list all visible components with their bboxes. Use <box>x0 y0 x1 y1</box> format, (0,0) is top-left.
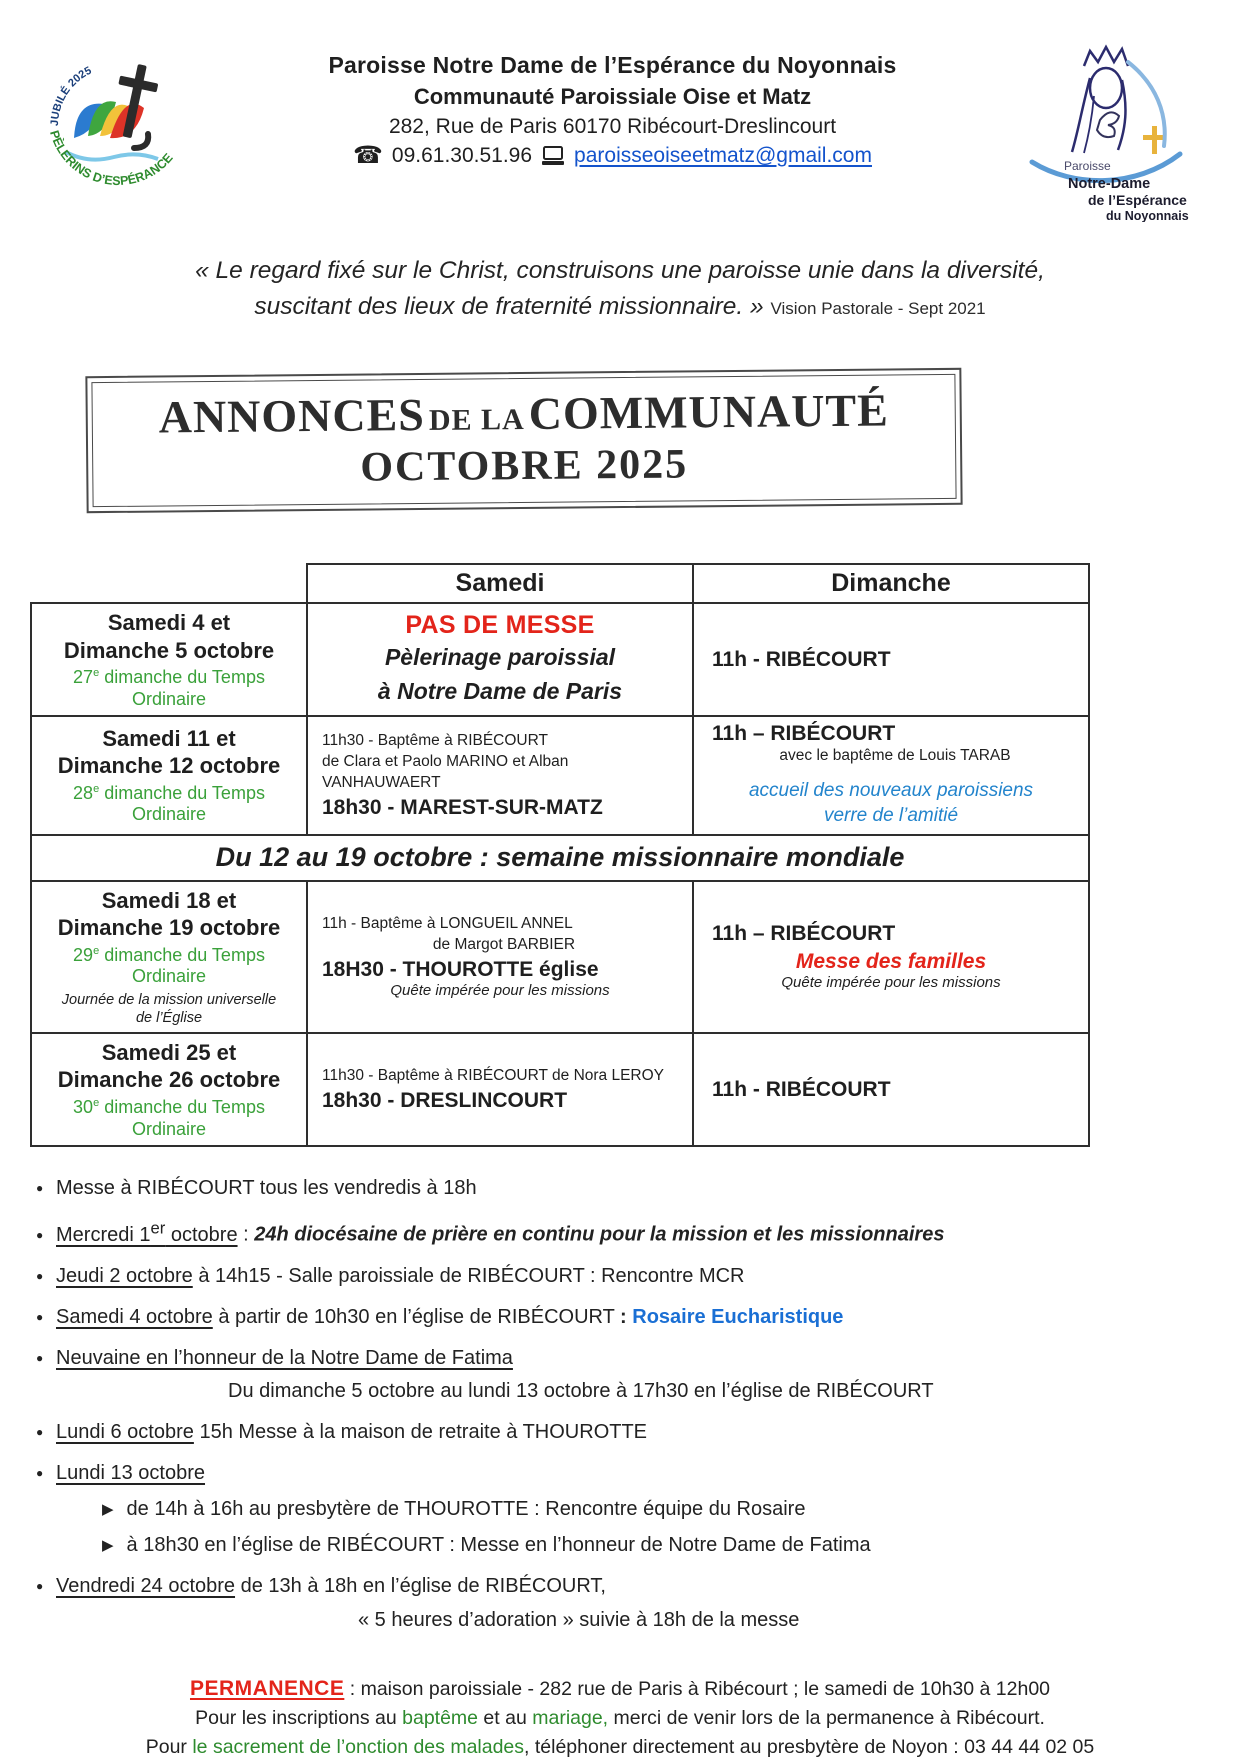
dimanche-cell: 11h - RIBÉCOURT <box>693 1033 1089 1146</box>
pastoral-vision-quote <box>36 253 1204 324</box>
community-name: Communauté Paroissiale Oise et Matz <box>413 84 812 109</box>
jubilee-logo-graphic <box>36 50 201 210</box>
list-item <box>36 1575 1204 1598</box>
pelerins-text: PÈLERINS D’ESPÉRANCE <box>47 128 176 189</box>
liturgical-week: 27e dimanche du Temps Ordinaire <box>73 667 265 709</box>
samedi-cell: 11h30 - Baptême à RIBÉCOURT de Nora LEROY 18h30 - DRESLINCOURT <box>307 1033 693 1146</box>
title-box-inner <box>91 374 956 507</box>
note-subtext: Du dimanche 5 octobre au lundi 13 octobre à 17h30 en l’église de RIBÉCOURT <box>228 1379 934 1402</box>
sub-item-text: à 18h30 en l’église de RIBÉCOURT : Messe en l’honneur de Notre Dame de Fatima <box>126 1533 871 1556</box>
arrow-icon: ▶ <box>102 1500 114 1518</box>
logo-text-esperance: de l’Espérance <box>1088 192 1187 208</box>
bullet-icon: ● <box>36 1424 44 1439</box>
table-header-row <box>31 564 1089 603</box>
note-text: Samedi 4 octobre à partir de 10h30 en l’église de RIBÉCOURT : Rosaire Eucharistique <box>56 1305 844 1328</box>
onction-line: Pour le sacrement de l’onction des malades, téléphoner directement au presbytère de Noyon : 03 44 44 02 05 <box>145 1735 1095 1758</box>
logo-text-paroisse: Paroisse <box>1064 159 1111 173</box>
liturgical-week: 28e dimanche du Temps Ordinaire <box>73 782 265 825</box>
parish-name: Paroisse Notre Dame de l’Espérance du Noyonnais <box>328 52 897 78</box>
phone-icon: ☎ <box>353 142 383 169</box>
parish-logo <box>1004 36 1204 227</box>
bullet-icon: ● <box>36 1350 44 1365</box>
logo-text-notre-dame: Notre-Dame <box>1068 176 1151 192</box>
mission-week-banner: Du 12 au 19 octobre : semaine missionnaire mondiale <box>31 835 1089 881</box>
list-item <box>36 1347 1204 1370</box>
arrow-icon: ▶ <box>102 1536 114 1554</box>
page-title-month: OCTOBRE 2025 <box>360 441 689 491</box>
column-header-samedi: Samedi <box>307 564 693 603</box>
parish-logo-graphic <box>1004 36 1200 222</box>
bullet-icon: ● <box>36 1181 44 1196</box>
note-text: Lundi 6 octobre 15h Messe à la maison de retraite à THOUROTTE <box>56 1420 648 1443</box>
dimanche-cell: 11h – RIBÉCOURT avec le baptême de Louis TARAB accueil des nouveaux paroissiens verre de l’amitié <box>693 716 1089 834</box>
onction-label: le sacrement de l’onction des malades <box>192 1735 525 1758</box>
wave-shape <box>66 152 158 160</box>
samedi-cell: PAS DE MESSE Pèlerinage paroissial à Notre Dame de Paris <box>307 603 693 716</box>
empty-header-cell <box>31 564 307 603</box>
announcements-list <box>36 1177 1204 1632</box>
jubilee-top-text: JUBILÉ 2025 <box>48 64 94 127</box>
permanence-title: PERMANENCE <box>189 1676 345 1700</box>
dimanche-cell: 11h - RIBÉCOURT <box>693 603 1089 716</box>
sub-item <box>102 1534 1204 1557</box>
bullet-icon: ● <box>36 1268 44 1283</box>
phone-number: 09.61.30.51.96 <box>391 144 533 167</box>
samedi-cell: 11h - Baptême à LONGUEIL ANNEL de Margot BARBIER 18H30 - THOUROTTE église Quête impérée pour les missions <box>307 881 693 1033</box>
date-cell: Samedi 11 et Dimanche 12 octobre 28e dimanche du Temps Ordinaire <box>31 716 307 834</box>
schedule-table <box>30 563 1090 1147</box>
permanence-footer <box>36 1674 1204 1761</box>
liturgical-week: 30e dimanche du Temps Ordinaire <box>73 1096 265 1139</box>
table-row-oct-4-5 <box>31 603 1089 716</box>
no-mass-notice: PAS DE MESSE <box>405 610 595 639</box>
quote-attribution: Vision Pastorale - Sept 2021 <box>770 298 986 318</box>
mission-week-banner-row <box>31 835 1089 881</box>
list-item <box>36 1462 1204 1485</box>
liturgical-week: 29e dimanche du Temps Ordinaire <box>73 944 265 987</box>
note-text: Messe à RIBÉCOURT tous les vendredis à 18h <box>56 1177 477 1200</box>
column-header-dimanche: Dimanche <box>693 564 1089 603</box>
note-text: Lundi 13 octobre <box>56 1461 206 1484</box>
inscriptions-line: Pour les inscriptions au baptême et au mariage, merci de venir lors de la permanence à Ribécourt. <box>195 1707 1045 1730</box>
address: 282, Rue de Paris 60170 Ribécourt-Dreslincourt <box>388 115 837 138</box>
table-row-oct-25-26 <box>31 1033 1089 1146</box>
computer-icon <box>541 146 565 166</box>
bapteme-label: baptême <box>402 1707 479 1730</box>
face-shape <box>1090 68 1122 108</box>
note-text: Jeudi 2 octobre à 14h15 - Salle paroissiale de RIBÉCOURT : Rencontre MCR <box>56 1264 745 1287</box>
gold-cross-shape <box>1143 126 1166 154</box>
email-link[interactable]: paroisseoiseetmatz@gmail.com <box>574 144 872 167</box>
dove-shape <box>1097 112 1119 137</box>
contact-line <box>221 144 1004 168</box>
sub-item-text: de 14h à 16h au presbytère de THOUROTTE : Rencontre équipe du Rosaire <box>126 1497 806 1520</box>
note-subtext: « 5 heures d’adoration » suivie à 18h de la messe <box>358 1608 800 1631</box>
date-cell: Samedi 25 et Dimanche 26 octobre 30e dimanche du Temps Ordinaire <box>31 1033 307 1146</box>
note-text: Neuvaine en l’honneur de la Notre Dame de Fatima <box>56 1346 513 1369</box>
list-item <box>36 1265 1204 1288</box>
note-text: Vendredi 24 octobre de 13h à 18h en l’église de RIBÉCOURT, <box>56 1574 606 1597</box>
swoosh-2-shape <box>1128 62 1165 146</box>
title-box <box>85 368 962 513</box>
logo-text-noyonnais: du Noyonnais <box>1106 209 1189 222</box>
veil-inner-shape <box>1084 96 1094 153</box>
page-title: ANNONCES DE LA COMMUNAUTÉ <box>158 384 890 443</box>
list-item <box>36 1218 1204 1247</box>
bullet-icon: ● <box>36 1227 44 1242</box>
family-mass-label: Messe des familles <box>795 950 987 974</box>
permanence-line: PERMANENCE : maison paroissiale - 282 rue de Paris à Ribécourt ; le samedi de 10h30 à 12h00 <box>189 1676 1051 1700</box>
list-item <box>36 1306 1204 1329</box>
dimanche-cell: 11h – RIBÉCOURT Messe des familles Quête impérée pour les missions <box>693 881 1089 1033</box>
table-row-oct-18-19 <box>31 881 1089 1033</box>
anchor-shape <box>134 134 148 148</box>
bullet-icon: ● <box>36 1578 44 1593</box>
quote-line-1: « Le regard fixé sur le Christ, construisons une paroisse unie dans la diversité, <box>195 257 1045 284</box>
quote-line-2: suscitant des lieux de fraternité missionnaire. » Vision Pastorale - Sept 2021 <box>254 292 986 320</box>
samedi-cell: 11h30 - Baptême à RIBÉCOURT de Clara et Paolo MARINO et Alban VANHAUWAERT 18h30 - MAREST-SUR-MATZ <box>307 716 693 834</box>
date-cell: Samedi 18 et Dimanche 19 octobre 29e dimanche du Temps Ordinaire Journée de la mission universelle de l’Église <box>31 881 307 1033</box>
note-text: Mercredi 1er octobre : 24h diocésaine de prière en continu pour la mission et les missionnaires <box>56 1218 945 1246</box>
bullet-icon: ● <box>36 1465 44 1480</box>
bullet-icon: ● <box>36 1309 44 1324</box>
parish-header-text <box>221 36 1004 168</box>
list-item <box>36 1177 1204 1200</box>
table-row-oct-11-12 <box>31 716 1089 834</box>
list-item <box>36 1421 1204 1444</box>
mariage-label: mariage, <box>532 1707 609 1730</box>
crown-shape <box>1084 47 1128 66</box>
jubilee-2025-logo <box>36 36 221 215</box>
date-cell: Samedi 4 et Dimanche 5 octobre 27e dimanche du Temps Ordinaire <box>31 603 307 716</box>
sub-item <box>102 1498 1204 1521</box>
header <box>36 36 1204 227</box>
rosaire-eucharistique-label: Rosaire Eucharistique <box>632 1305 844 1328</box>
